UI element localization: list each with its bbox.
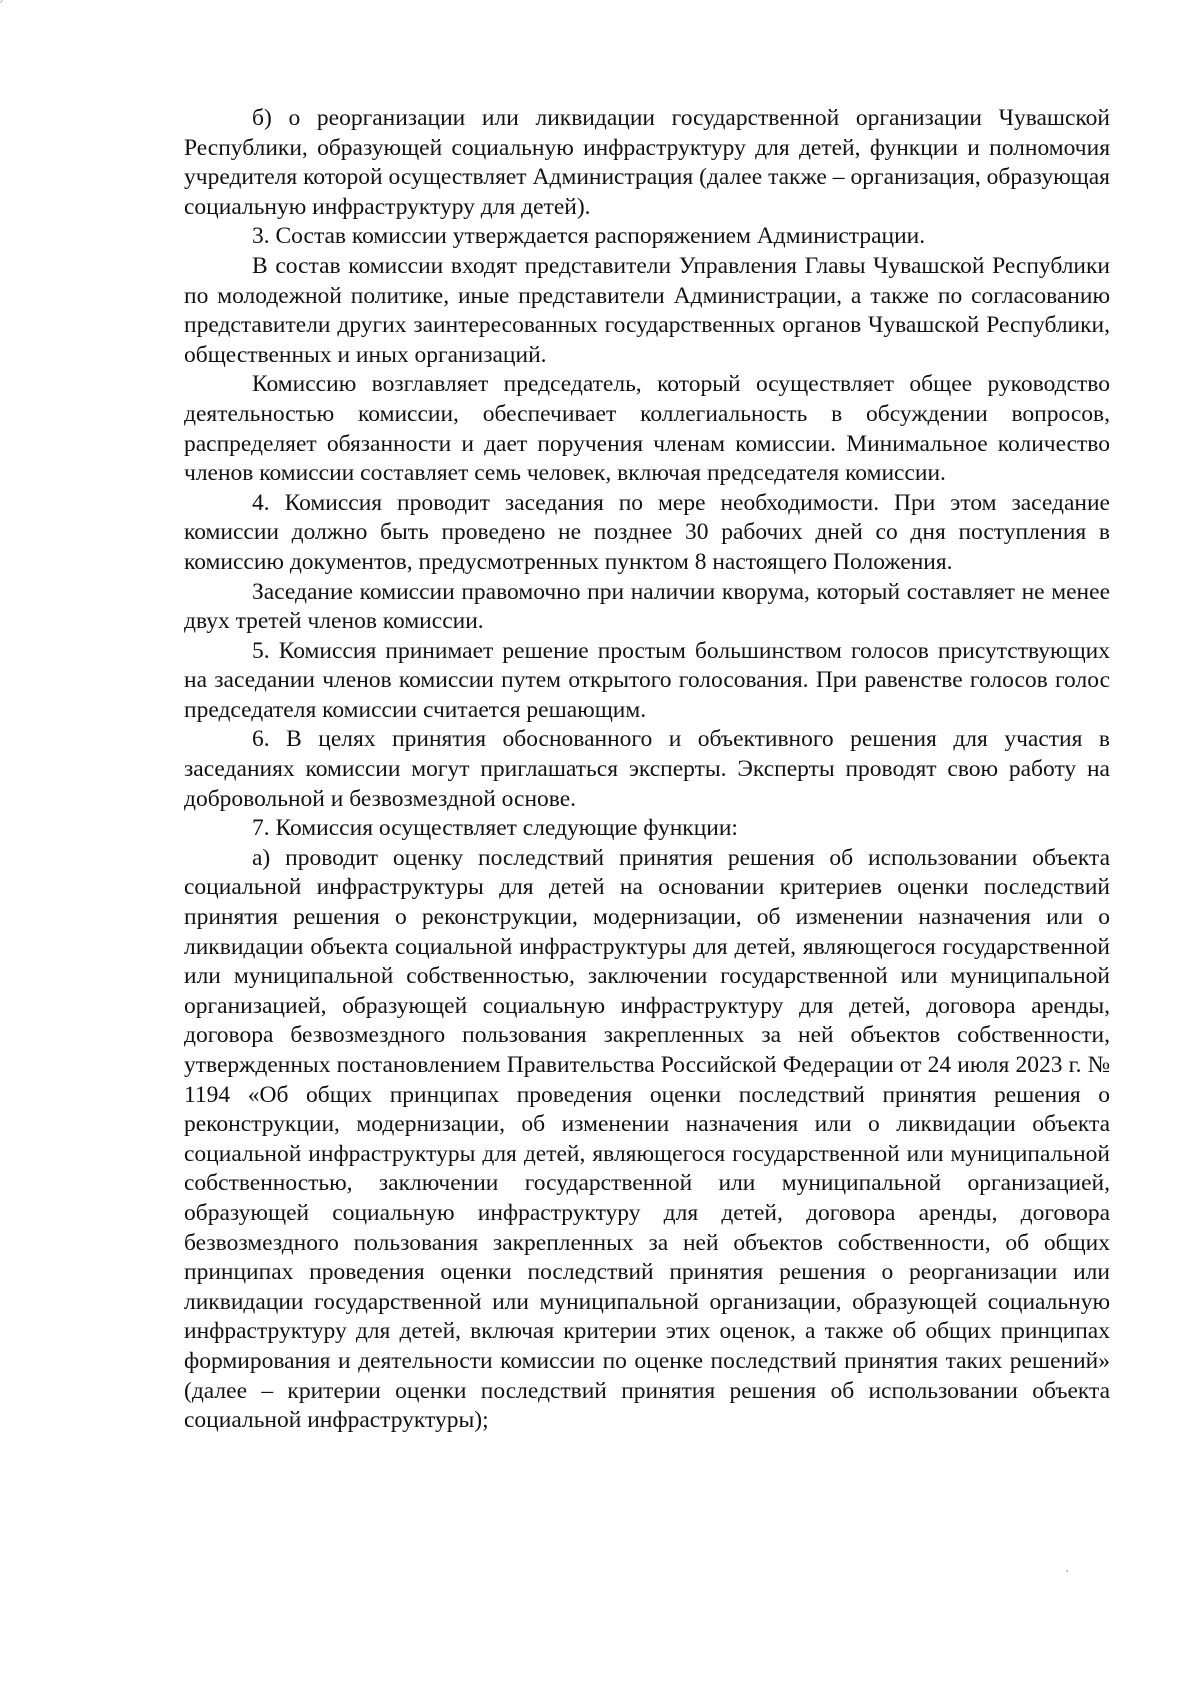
paragraph-7a-assessment: а) проводит оценку последствий принятия решения об использовании объекта социальной инфраструктуры для детей на основании критериев оценки последствий принятия решения о реконструкции, модернизации, об изменении назначения или о ликвидации объекта социальной инфраструктуры для детей, являющегося государственной или муниципальной собственностью, заключении государственной или муниципальной организацией, образующей социальную инфраструктуру для детей, договора аренды, договора безвозмездного пользования закрепленных за ней объектов собственности, утвержденных постановлением Правительства Российской Федерации от 24 июля 2023 г. № 1194 «Об общих принципах проведения оценки последствий принятия решения о реконструкции, модернизации, об изменении назначения или о ликвидации объекта социальной инфраструктуры для детей, являющегося государственной или муниципальной собственностью, заключении государственной или муниципальной организацией, образующей социальную инфраструктуру для детей, договора аренды, договора безвозмездного пользования закрепленных за ней объектов собственности, об общих принципах проведения оценки последствий принятия решения о реорганизации или ликвидации государственной или муниципальной организации, образующей социальную инфраструктуру для детей, включая критерии этих оценок, а также об общих принципах формирования и деятельности комиссии по оценке последствий принятия таких решений» (далее – критерии оценки последствий принятия решения об использовании объекта социальной инфраструктуры); [184, 844, 1110, 1434]
paragraph-4-meetings: 4. Комиссия проводит заседания по мере необходимости. При этом заседание комиссии должно быть проведено не позднее 30 рабочих дней со дня поступления в комиссию документов, предусмотренных пунктом 8 настоящего Положения. [184, 489, 1110, 575]
paragraph-7-functions: 7. Комиссия осуществляет следующие функции: [252, 815, 738, 842]
scan-speck-mark: ′ [0, 0, 4, 15]
paragraph-3-composition-members: В состав комиссии входят представители Управления Главы Чувашской Республики по молодежной политике, иные представители Администрации, а также по согласованию представители других заинтересованных государственных органов Чувашской Республики, общественных и иных организаций. [184, 252, 1110, 368]
paragraph-3-chairman: Комиссию возглавляет председатель, который осуществляет общее руководство деятельностью комиссии, обеспечивает коллегиальность в обсуждении вопросов, распределяет обязанности и дает поручения членам комиссии. Минимальное количество членов комиссии составляет семь человек, включая председателя комиссии. [184, 371, 1110, 487]
paragraph-5-voting: 5. Комиссия принимает решение простым большинством голосов присутствующих на заседании членов комиссии путем открытого голосования. При равенстве голосов голос председателя комиссии считается решающим. [184, 637, 1110, 723]
paragraph-4-quorum: Заседание комиссии правомочно при наличии кворума, который составляет не менее двух третей членов комиссии. [184, 578, 1110, 635]
document-page [184, 104, 1110, 1436]
scan-speck-mark: · [1065, 1564, 1070, 1580]
paragraph-1b-reorganization: б) о реорганизации или ликвидации государственной организации Чувашской Республики, образующей социальную инфраструктуру для детей, функции и полномочия учредителя которой осуществляет Администрация (далее также – организация, образующая социальную инфраструктуру для детей). [184, 105, 1110, 220]
paragraph-3-composition-approval: 3. Состав комиссии утверждается распоряжением Администрации. [252, 223, 926, 250]
paragraph-6-experts: 6. В целях принятия обоснованного и объективного решения для участия в заседаниях комиссии могут приглашаться эксперты. Эксперты проводят свою работу на добровольной и безвозмездной основе. [184, 726, 1110, 812]
